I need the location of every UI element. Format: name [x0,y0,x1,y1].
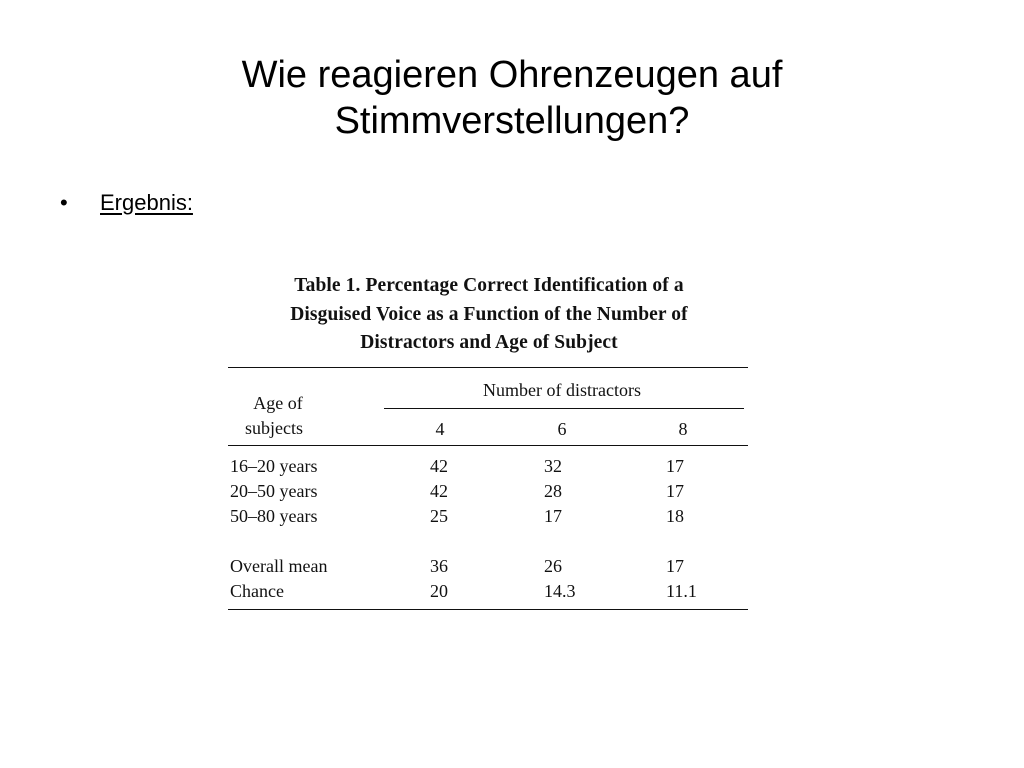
table-bottom-rule [228,609,748,610]
cell-16-20-8: 17 [666,456,684,476]
cell-chance-6: 14.3 [544,581,576,601]
column-header-6: 6 [557,419,567,439]
cell-50-80-4: 25 [430,506,448,526]
cell-chance-8: 11.1 [666,581,697,601]
table-caption-line-1: Table 1. Percentage Correct Identification of a [294,275,684,296]
slide-title-line-2: Stimmverstellungen? [334,100,690,142]
cell-16-20-6: 32 [544,456,562,476]
cell-16-20-4: 42 [430,456,448,476]
bullet-text: Ergebnis: [100,190,193,215]
table-top-rule [228,367,748,368]
cell-50-80-8: 18 [666,506,684,526]
row-label-chance: Chance [230,581,284,601]
row-label-50-80: 50–80 years [230,506,318,526]
table-caption [228,272,750,358]
row-label-16-20: 16–20 years [230,456,318,476]
table-caption-line-2: Disguised Voice as a Function of the Number of [290,303,688,325]
cell-overall-mean-8: 17 [666,556,684,576]
bullet-marker: • [60,190,68,215]
row-label-20-50: 20–50 years [230,481,318,501]
column-group-header: Number of distractors [483,380,641,400]
table-figure [228,272,750,601]
row-label-overall-mean: Overall mean [230,556,328,576]
table-header-rule [228,445,748,446]
cell-50-80-6: 17 [544,506,562,526]
slide-title [112,52,912,144]
cell-chance-4: 20 [430,581,448,601]
table-caption-line-3: Distractors and Age of Subject [360,332,618,353]
bullet-item [60,188,193,218]
cell-20-50-6: 28 [544,481,562,501]
column-group-rule [384,408,744,409]
row-header-line-1: Age of [253,393,303,413]
cell-20-50-4: 42 [430,481,448,501]
column-header-8: 8 [678,419,688,439]
cell-overall-mean-4: 36 [430,556,448,576]
column-header-4: 4 [435,419,445,439]
cell-overall-mean-6: 26 [544,556,562,576]
row-header-line-2: subjects [245,418,303,438]
cell-20-50-8: 17 [666,481,684,501]
slide-title-line-1: Wie reagieren Ohrenzeugen auf [241,54,783,96]
